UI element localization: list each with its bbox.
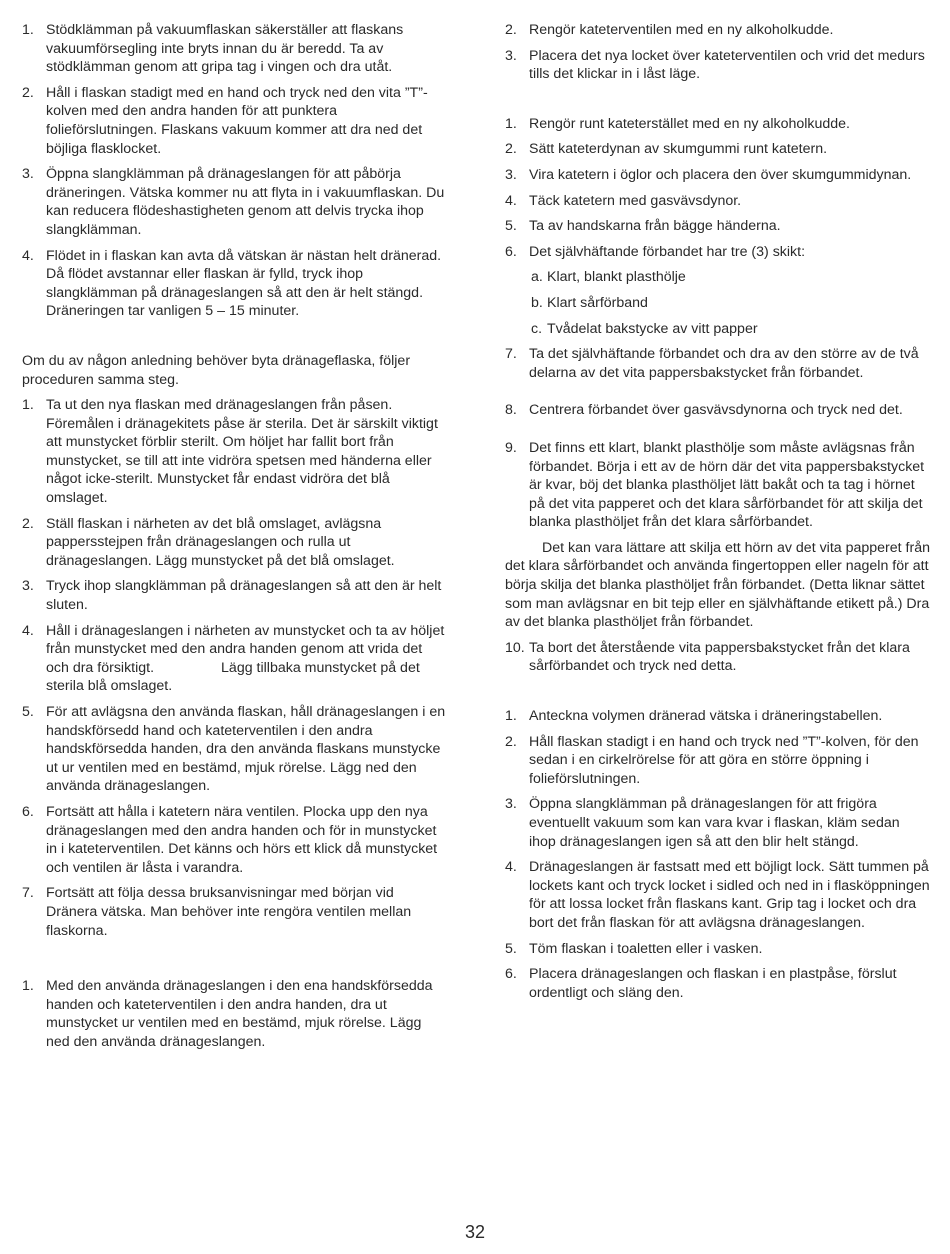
- list-item: [505, 192, 930, 211]
- list-item-text: Töm flaskan i toaletten eller i vasken.: [529, 940, 763, 957]
- list-item-text: Det finns ett klart, blankt plasthölje som måste avlägsnas från förbandet. Börja i ett av de hörn där det vita pappersbakstycket är kvar, böj det blanka plasthöljet lätt bakåt och ta tag i hörnet på det vita papperet och det klara sårförbandet för att skilja det blanka plasthöljet från det klara sårförbandet.: [529, 439, 929, 531]
- list-item: [505, 795, 930, 851]
- steps-list-cap: [505, 21, 930, 84]
- page-number: 32: [464, 1222, 486, 1242]
- list-item-number: 6.: [505, 243, 517, 260]
- list-item: [505, 320, 930, 339]
- list-item-number: 1.: [22, 978, 34, 995]
- list-item-number: 7.: [505, 346, 517, 363]
- steps-list-dressing-9: [505, 439, 930, 532]
- steps-list-dispose: [505, 707, 934, 1002]
- list-item-number: 6.: [22, 803, 34, 820]
- list-item-text: Rengör kateterventilen med en ny alkoholkudde.: [529, 22, 834, 38]
- list-item: [505, 733, 930, 789]
- list-item-number: 1.: [22, 397, 34, 414]
- list-item-text: Ta ut den nya flaskan med dränageslangen från påsen. Föremålen i dränagekitets påse är sterila. Det är särskilt viktigt att munstycket förblir sterilt. Om höljet har fallit bort från munstycket, se till att inte vidröra spetsen med händerna eller något icke-sterilt. Munstycket får endast vidröra det blå omslaget.: [46, 397, 442, 507]
- list-item-text: Ta det självhäftande förbandet och dra av den större av de två delarna av det vita pappersbakstycket från förbandet.: [529, 346, 923, 381]
- list-item-number: 4.: [22, 622, 34, 639]
- list-item-number: 7.: [22, 885, 34, 902]
- list-item-text: Ta bort det återstående vita pappersbakstycket från det klara sårförbandet och tryck ned detta.: [529, 639, 914, 675]
- list-item-number: 1.: [22, 22, 34, 38]
- list-item-text: Öppna slangklämman på dränageslangen för att påbörja dräneringen. Vätska kommer nu att flyta in i vakuumflaskan. Du kan reducera flödeshastigheten genom att delvis trycka ihop slangklämman.: [46, 166, 449, 238]
- steps-list-dressing-10: [505, 639, 930, 676]
- list-item-text: Håll i flaskan stadigt med en hand och tryck ned den vita ”T”-kolven med den andra handen för att punktera folieförslutningen. Flaskans vakuum kommer att dra ned det böjliga flasklocket.: [46, 84, 428, 157]
- list-item: [505, 140, 930, 159]
- list-item-number: 3.: [505, 47, 517, 64]
- list-item-number: 2.: [22, 515, 34, 532]
- list-item-text: Med den använda dränageslangen i den ena handskförsedda handen och kateterventilen i den andra handen, dra ut munstycket ur ventilen med en bestämd, mjuk rörelse. Lägg ned den använda dränageslangen.: [46, 978, 437, 1050]
- steps-list-remove-bottle: [22, 977, 447, 1051]
- list-item-text: Centrera förbandet över gasvävsdynorna och tryck ned det.: [529, 402, 903, 419]
- list-item-number: 9.: [505, 439, 517, 456]
- list-item-text: Täck katetern med gasvävsdynor.: [529, 192, 742, 209]
- list-item-text: Flödet in i flaskan kan avta då vätskan är nästan helt dränerad. Då flödet avstannar eller flaskan är fylld, tryck ihop slangklämman på dränageslangen så att den är helt stängd. Dräneringen tar vanligen 5 – 15 minuter.: [46, 247, 446, 320]
- list-item: [505, 243, 930, 262]
- right-column: [505, 21, 934, 1009]
- list-item-number: 5.: [505, 940, 517, 957]
- list-item-number: 2.: [505, 22, 517, 38]
- list-item: [505, 345, 930, 382]
- list-item: [22, 21, 447, 77]
- list-item-text: För att avlägsna den använda flaskan, håll dränageslangen i en handskförsedd hand och kateterventilen i den andra handskförsedda handen, dra den använda flaskans munstycke ut ur ventilen med en bestämd, mjuk rörelse. Lägg ned den använda dränageslangen.: [46, 704, 450, 795]
- list-item-text: Håll i dränageslangen i närheten av munstycket och ta av höljet från munstycket med den andra handen genom att vrida det och dra försiktigt. Lägg tillbaka munstycket på det sterila blå omslaget.: [46, 622, 449, 695]
- list-item-text: Tvådelat bakstycke av vitt papper: [547, 320, 758, 337]
- list-item-text: Anteckna volymen dränerad vätska i dräneringstabellen.: [529, 708, 883, 725]
- list-item: [505, 439, 930, 532]
- list-item: [22, 622, 447, 696]
- list-item-number: 6.: [505, 966, 517, 983]
- list-item-number: 5.: [22, 704, 34, 720]
- list-item-number: 10.: [505, 639, 525, 656]
- list-item-number: 5.: [505, 218, 517, 235]
- list-item-text: Placera det nya locket över kateterventilen och vrid det medurs tills det klickar in i låst läge.: [529, 47, 929, 83]
- list-item-number: 1.: [505, 708, 517, 725]
- list-item-number: 4.: [22, 247, 34, 264]
- list-item-text: Vira katetern i öglor och placera den över skumgummidynan.: [529, 166, 912, 183]
- list-item-number: c.: [531, 320, 543, 337]
- list-item-text: Ställ flaskan i närheten av det blå omslaget, avlägsna pappersstejpen från dränageslangen och rulla ut dränageslangen. Lägg munstycket på det blå omslaget.: [46, 515, 395, 569]
- list-item: [22, 884, 447, 940]
- list-item: [22, 977, 447, 1051]
- list-item-text: Fortsätt att följa dessa bruksanvisningar med början vid Dränera vätska. Man behöver inte rengöra ventilen mellan flaskorna.: [46, 885, 416, 939]
- list-item: [22, 703, 450, 796]
- list-item-text: Fortsätt att hålla i katetern nära ventilen. Plocka upp den nya dränageslangen med den andra handen och för in munstycket in i kateterventilen. Det känns och hörs ett klick då munstycket och ventilen är låsta i varandra.: [46, 803, 442, 876]
- list-item-number: 2.: [22, 84, 34, 101]
- list-item: [505, 707, 930, 726]
- list-item: [22, 84, 447, 158]
- list-item-number: 4.: [505, 192, 517, 209]
- list-item-number: 1.: [505, 115, 517, 132]
- list-item: [505, 268, 930, 287]
- list-item-number: 3.: [22, 578, 34, 595]
- list-item: [22, 396, 447, 508]
- left-column: [22, 21, 450, 1059]
- list-item: [22, 247, 447, 321]
- list-item-number: 2.: [505, 141, 517, 158]
- list-item: [505, 965, 930, 1002]
- list-item-number: 2.: [505, 733, 517, 750]
- list-item-text: Ta av handskarna från bägge händerna.: [529, 218, 781, 235]
- list-item-text: Tryck ihop slangklämman på dränageslangen så att den är helt sluten.: [46, 578, 446, 614]
- list-item: [505, 639, 930, 676]
- list-item-text: Sätt kateterdynan av skumgummi runt katetern.: [529, 141, 828, 158]
- list-item-text: Rengör runt kateterstället med en ny alkoholkudde.: [529, 115, 850, 132]
- list-item-number: b.: [531, 294, 543, 311]
- steps-list-dressing-7: [505, 345, 930, 382]
- list-item: [505, 115, 930, 134]
- list-item-number: a.: [531, 269, 543, 286]
- list-item-number: 3.: [22, 166, 34, 183]
- steps-list-dressing-8: [505, 401, 930, 420]
- list-item-text: Placera dränageslangen och flaskan i en plastpåse, förslut ordentligt och släng den.: [529, 966, 901, 1001]
- list-item: [505, 166, 930, 185]
- list-item: [22, 803, 447, 877]
- list-item-number: 8.: [505, 402, 517, 419]
- list-item: [22, 577, 447, 614]
- list-item: [22, 515, 447, 571]
- list-item: [505, 294, 930, 313]
- change-bottle-intro: Om du av någon anledning behöver byta dränageflaska, följer proceduren samma steg.: [22, 352, 411, 388]
- steps-list-drain: [22, 21, 447, 321]
- list-item-text: Håll flaskan stadigt i en hand och tryck ned ”T”-kolven, för den sedan i en cirkelrörelse för att göra en större öppning i folieförslutningen.: [529, 733, 923, 787]
- list-item: [505, 940, 930, 959]
- dressing-note: Det kan vara lättare att skilja ett hörn av det vita papperet från det klara sårförbandet och använda fingertoppen eller nageln för att börja skilja det blanka plasthöljet från förbandet. (Detta liknar sättet som man avlägsnar en bit tejp eller en självhäftande etikett på.) Dra av det blanka plasthöljet från förbandet.: [505, 539, 931, 631]
- list-item: [505, 47, 930, 84]
- list-item: [505, 858, 934, 932]
- steps-list-change-bottle: [22, 396, 450, 940]
- list-item-text: Klart sårförband: [547, 294, 648, 311]
- list-item-text: Stödklämman på vakuumflaskan säkerställer att flaskans vakuumförsegling inte bryts innan du är beredd. Ta av stödklämman genom att gripa tag i vingen och dra utåt.: [46, 22, 408, 76]
- list-item-text: Det självhäftande förbandet har tre (3) skikt:: [529, 243, 806, 260]
- list-item: [505, 21, 930, 40]
- list-item: [505, 217, 930, 236]
- steps-list-dressing: [505, 115, 930, 262]
- dressing-layers-list: [505, 268, 930, 338]
- list-item-text: Klart, blankt plasthölje: [547, 269, 686, 286]
- list-item-number: 3.: [505, 796, 517, 813]
- list-item: [22, 165, 447, 239]
- list-item-text: Dränageslangen är fastsatt med ett böjligt lock. Sätt tummen på lockets kant och tryck locket i sidled och ned in i flasköppningen för att lossa locket från flaskans kant. Grip tag i locket och dra bort det från flaskan för att avlägsna dränageslangen.: [529, 859, 934, 931]
- list-item-number: 3.: [505, 166, 517, 183]
- list-item-text: Öppna slangklämman på dränageslangen för att frigöra eventuellt vakuum som kan vara kvar i flaskan, kläm sedan ihop dränageslangen igen så att den blir helt stängd.: [529, 796, 904, 850]
- list-item: [505, 401, 930, 420]
- list-item-number: 4.: [505, 859, 517, 876]
